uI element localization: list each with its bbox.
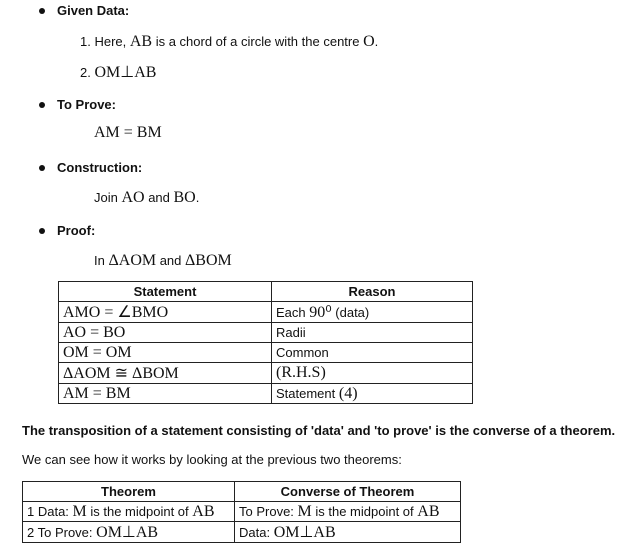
theorem-table: [22, 481, 461, 543]
given-heading: Given Data:: [57, 3, 130, 18]
converse-cell: To Prove: M is the midpoint of AB: [235, 502, 461, 522]
theorem-cell: 1 Data: M is the midpoint of AB: [23, 502, 235, 522]
proof-heading: Proof:: [57, 223, 96, 238]
construction-heading: Construction:: [57, 160, 143, 175]
table-row: [59, 363, 473, 384]
table-row: [23, 522, 461, 543]
bullet: [39, 165, 45, 171]
reason-cell: Common: [272, 343, 473, 363]
column-header-reason: Reason: [272, 282, 473, 302]
converse-cell: Data: OM⊥AB: [235, 522, 461, 543]
statement-cell: OM = OM: [59, 343, 272, 363]
reason-cell: Radii: [272, 323, 473, 343]
statement-cell: ΔAOM ≅ ΔBOM: [59, 363, 272, 384]
transposition-statement: The transposition of a statement consisting of 'data' and 'to prove' is the converse of a theorem.: [22, 423, 616, 438]
table-row: [59, 323, 473, 343]
given-item-2: 2. OM⊥AB: [80, 64, 157, 81]
column-header-converse: Converse of Theorem: [235, 482, 461, 502]
table-row: [59, 343, 473, 363]
to-prove-statement: AM = BM: [94, 124, 162, 141]
table-row: [59, 302, 473, 323]
reason-cell: Each 90⁰ (data): [272, 302, 473, 323]
table-row: [23, 502, 461, 522]
statement-cell: AM = BM: [59, 384, 272, 404]
proof-intro: In ΔAOM and ΔBOM: [94, 252, 232, 269]
theorem-cell: 2 To Prove: OM⊥AB: [23, 522, 235, 543]
to-prove-heading: To Prove:: [57, 97, 116, 112]
statement-cell: AMO = ∠BMO: [59, 302, 272, 323]
column-header-statement: Statement: [59, 282, 272, 302]
statement-cell: AO = BO: [59, 323, 272, 343]
bullet: [39, 102, 45, 108]
proof-table: [58, 281, 473, 404]
reason-cell: (R.H.S): [272, 363, 473, 384]
column-header-theorem: Theorem: [23, 482, 235, 502]
bullet: [39, 8, 45, 14]
bullet: [39, 228, 45, 234]
table-header-row: [59, 282, 473, 302]
table-header-row: [23, 482, 461, 502]
construction-text: Join AO and BO.: [94, 189, 200, 206]
explanatory-note: We can see how it works by looking at the previous two theorems:: [22, 452, 402, 467]
reason-cell: Statement (4): [272, 384, 473, 404]
given-item-1: 1. Here, AB is a chord of a circle with the centre O.: [80, 33, 379, 50]
table-row: [59, 384, 473, 404]
